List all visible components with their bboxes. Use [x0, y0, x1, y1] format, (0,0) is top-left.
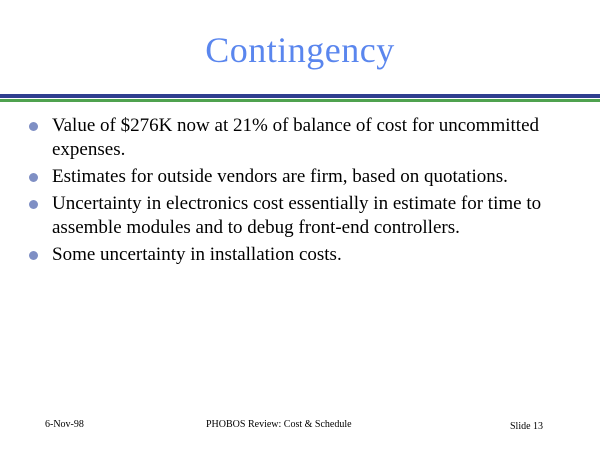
slide-title: Contingency: [205, 30, 395, 70]
footer-date: 6-Nov-98: [45, 419, 84, 430]
bullet-item: [28, 192, 583, 240]
bullet-text: Uncertainty in electronics cost essentially in estimate for time to assemble modules and to debug front-end controllers.: [52, 193, 542, 238]
bullet-list: [28, 114, 583, 270]
bullet-text: Value of $276K now at 21% of balance of cost for uncommitted expenses.: [52, 115, 540, 160]
bullet-dot-icon: [29, 200, 38, 209]
footer-slide-number: Slide 13: [510, 421, 544, 432]
bullet-text: Some uncertainty in installation costs.: [52, 244, 342, 265]
bullet-text: Estimates for outside vendors are firm, based on quotations.: [52, 166, 508, 187]
title-rule-green: [0, 99, 600, 102]
footer-title: PHOBOS Review: Cost & Schedule: [206, 419, 352, 430]
bullet-item: [28, 114, 583, 162]
title-rule-blue: [0, 94, 600, 98]
bullet-dot-icon: [29, 251, 38, 260]
bullet-item: [28, 165, 583, 189]
bullet-dot-icon: [29, 173, 38, 182]
bullet-item: [28, 243, 583, 267]
bullet-dot-icon: [29, 122, 38, 131]
